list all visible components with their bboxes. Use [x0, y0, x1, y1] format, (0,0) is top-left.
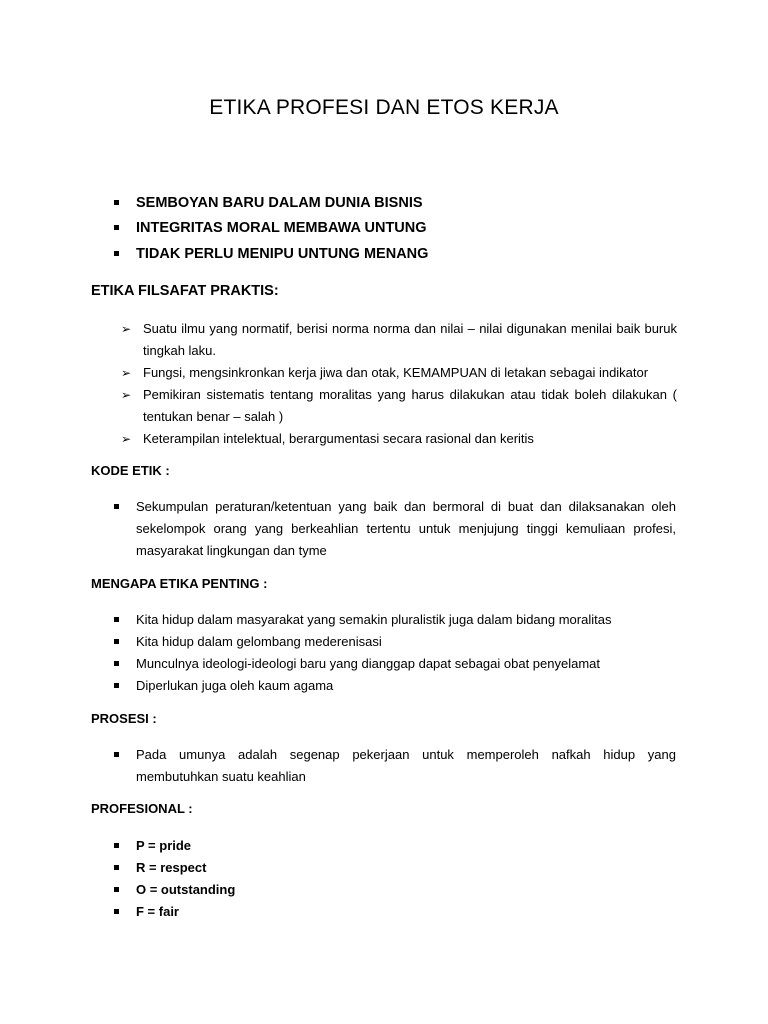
- list-item: Munculnya ideologi-ideologi baru yang dianggap dapat sebagai obat penyelamat: [136, 653, 676, 675]
- square-bullet-icon: [114, 857, 130, 879]
- document-title: ETIKA PROFESI DAN ETOS KERJA: [209, 96, 559, 119]
- square-bullet-icon: [114, 631, 130, 653]
- list-item: ➢ Keterampilan intelektual, berargumentasi secara rasional dan keritis: [143, 428, 677, 450]
- arrow-bullet-icon: ➢: [121, 366, 132, 380]
- square-bullet-icon: [114, 217, 130, 239]
- square-bullet-icon: [114, 675, 130, 697]
- list-item: ➢ Suatu ilmu yang normatif, berisi norma norma dan nilai – nilai digunakan menilai baik buruk tingkah laku.: [143, 318, 677, 362]
- section-heading-mengapa: MENGAPA ETIKA PENTING :: [91, 576, 268, 591]
- section-heading-profesional: PROFESIONAL :: [91, 801, 193, 816]
- square-bullet-icon: [114, 744, 130, 766]
- list-item: INTEGRITAS MORAL MEMBAWA UNTUNG: [136, 217, 676, 239]
- square-bullet-icon: [114, 901, 130, 923]
- list-item: P = pride: [136, 835, 676, 857]
- section-heading-etika: ETIKA FILSAFAT PRAKTIS:: [91, 283, 279, 299]
- list-item: Kita hidup dalam gelombang mederenisasi: [136, 631, 676, 653]
- list-item: Diperlukan juga oleh kaum agama: [136, 675, 676, 697]
- list-item: F = fair: [136, 901, 676, 923]
- list-item: ➢ Fungsi, mengsinkronkan kerja jiwa dan otak, KEMAMPUAN di letakan sebagai indikator: [143, 362, 677, 384]
- list-item: Sekumpulan peraturan/ketentuan yang baik dan bermoral di buat dan dilaksanakan oleh sekelompok orang yang berkeahlian tertentu untuk menjujung tinggi kemuliaan profesi, masyarakat lingkungan dan tyme: [136, 496, 676, 562]
- list-item: ➢ Pemikiran sistematis tentang moralitas yang harus dilakukan atau tidak boleh dilakukan ( tentukan benar – salah ): [143, 384, 677, 428]
- section-heading-kode-etik: KODE ETIK :: [91, 463, 170, 478]
- arrow-bullet-icon: ➢: [121, 322, 132, 336]
- list-item: Kita hidup dalam masyarakat yang semakin pluralistik juga dalam bidang moralitas: [136, 609, 676, 631]
- square-bullet-icon: [114, 243, 130, 265]
- square-bullet-icon: [114, 879, 130, 901]
- square-bullet-icon: [114, 653, 130, 675]
- list-item: R = respect: [136, 857, 676, 879]
- section-heading-prosesi: PROSESI :: [91, 711, 157, 726]
- square-bullet-icon: [114, 192, 130, 214]
- arrow-bullet-icon: ➢: [121, 432, 132, 446]
- list-item: Pada umunya adalah segenap pekerjaan untuk memperoleh nafkah hidup yang membutuhkan suatu keahlian: [136, 744, 676, 788]
- square-bullet-icon: [114, 609, 130, 631]
- list-item: SEMBOYAN BARU DALAM DUNIA BISNIS: [136, 192, 676, 214]
- list-item: TIDAK PERLU MENIPU UNTUNG MENANG: [136, 243, 676, 265]
- list-item: O = outstanding: [136, 879, 676, 901]
- arrow-bullet-icon: ➢: [121, 388, 132, 402]
- square-bullet-icon: [114, 496, 130, 518]
- square-bullet-icon: [114, 835, 130, 857]
